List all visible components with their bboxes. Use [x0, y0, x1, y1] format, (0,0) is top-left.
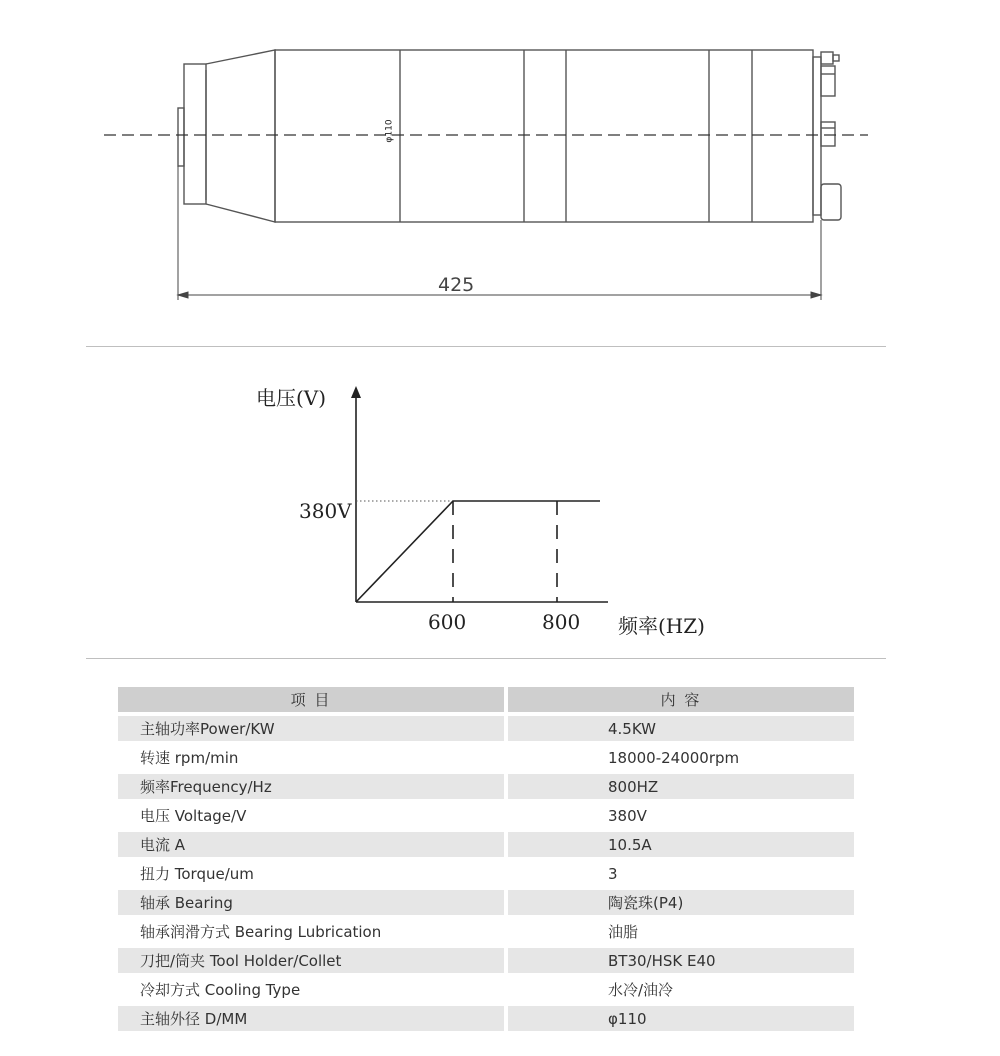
- table-row: [118, 861, 854, 886]
- x-axis-label: 频率(HZ): [618, 614, 705, 638]
- table-row: [118, 1006, 854, 1031]
- row-value: 水冷/油冷: [508, 977, 854, 1002]
- row-item: 电压 Voltage/V: [118, 803, 504, 828]
- row-item: 扭力 Torque/um: [118, 861, 504, 886]
- table-row: [118, 890, 854, 915]
- spec-table: [118, 683, 854, 1035]
- vf-curve-line: [356, 501, 600, 602]
- table-row: [118, 745, 854, 770]
- row-item: 转速 rpm/min: [118, 745, 504, 770]
- header-content: 内 容: [508, 687, 854, 712]
- table-header-row: [118, 687, 854, 712]
- row-item: 主轴外径 D/MM: [118, 1006, 504, 1031]
- row-item: 轴承 Bearing: [118, 890, 504, 915]
- table-row: [118, 919, 854, 944]
- row-value: BT30/HSK E40: [508, 948, 854, 973]
- row-item: 主轴功率Power/KW: [118, 716, 504, 741]
- row-item: 频率Frequency/Hz: [118, 774, 504, 799]
- length-label: 425: [438, 274, 475, 296]
- voltage-tick-label: 380V: [299, 499, 352, 523]
- y-axis-arrow: [351, 386, 361, 398]
- row-value: 陶瓷珠(P4): [508, 890, 854, 915]
- row-value: φ110: [508, 1006, 854, 1031]
- row-item: 刀把/筒夹 Tool Holder/Collet: [118, 948, 504, 973]
- table-row: [118, 948, 854, 973]
- row-value: 3: [508, 861, 854, 886]
- freq-tick-800: 800: [542, 610, 581, 634]
- row-value: 油脂: [508, 919, 854, 944]
- row-item: 冷却方式 Cooling Type: [118, 977, 504, 1002]
- row-value: 10.5A: [508, 832, 854, 857]
- divider-2: [86, 658, 886, 659]
- row-value: 800HZ: [508, 774, 854, 799]
- diameter-label: φ110: [384, 119, 395, 143]
- table-row: [118, 977, 854, 1002]
- table-row: [118, 803, 854, 828]
- row-value: 18000-24000rpm: [508, 745, 854, 770]
- row-value: 4.5KW: [508, 716, 854, 741]
- table-row: [118, 774, 854, 799]
- header-item: 项 目: [118, 687, 504, 712]
- row-item: 电流 A: [118, 832, 504, 857]
- y-axis-label: 电压(V): [256, 386, 327, 410]
- table-row: [118, 832, 854, 857]
- row-value: 380V: [508, 803, 854, 828]
- table-row: [118, 716, 854, 741]
- row-item: 轴承润滑方式 Bearing Lubrication: [118, 919, 504, 944]
- freq-tick-600: 600: [428, 610, 467, 634]
